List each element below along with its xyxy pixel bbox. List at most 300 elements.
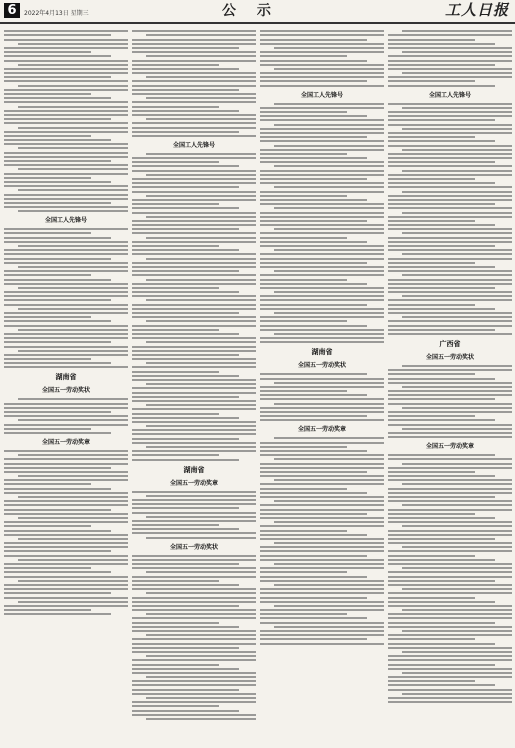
text-line <box>388 655 512 657</box>
text-line <box>388 145 512 147</box>
text-line <box>132 182 256 184</box>
text-line <box>4 597 128 599</box>
text-line <box>4 30 128 32</box>
text-line <box>146 446 256 448</box>
text-line <box>18 517 128 519</box>
text-line <box>274 228 384 230</box>
text-line <box>146 258 256 260</box>
text-line <box>132 346 256 348</box>
text-line <box>132 165 239 167</box>
text-line <box>18 43 128 45</box>
text-line <box>388 601 495 603</box>
text-line <box>146 153 256 155</box>
text-line <box>132 333 239 335</box>
text-line <box>4 135 91 137</box>
text-line <box>388 571 512 573</box>
text-line <box>402 546 512 548</box>
text-line <box>132 647 239 649</box>
text-line <box>132 291 239 293</box>
text-line <box>4 101 128 103</box>
text-line <box>4 279 111 281</box>
text-line <box>388 643 495 645</box>
text-line <box>4 164 128 166</box>
text-line <box>260 245 384 247</box>
text-line <box>4 237 111 239</box>
text-line <box>388 119 495 121</box>
text-line <box>402 428 512 430</box>
text-line <box>4 114 128 116</box>
text-line <box>132 72 256 74</box>
text-line <box>132 555 256 557</box>
text-line <box>260 76 384 78</box>
text-line <box>132 421 256 423</box>
text-line <box>132 274 256 276</box>
text-line <box>132 232 256 234</box>
text-line <box>18 559 128 561</box>
text-line <box>388 80 475 82</box>
text-line <box>402 253 512 255</box>
text-line <box>388 43 495 45</box>
text-line <box>132 659 256 661</box>
text-line <box>146 320 256 322</box>
text-line <box>4 609 91 611</box>
text-line <box>132 270 239 272</box>
text-line <box>132 170 256 172</box>
list-heading: 全国工人先锋号 <box>428 91 471 99</box>
text-line <box>388 617 512 619</box>
text-line <box>18 168 128 170</box>
text-line <box>4 366 128 368</box>
text-line <box>388 664 495 666</box>
text-line <box>388 266 495 268</box>
text-line <box>388 475 495 477</box>
text-line <box>4 39 128 41</box>
text-line <box>388 237 512 239</box>
text-line <box>388 329 495 331</box>
text-line <box>274 145 384 147</box>
text-line <box>260 295 384 297</box>
text-line <box>274 186 384 188</box>
text-line <box>4 509 111 511</box>
text-line <box>132 212 256 214</box>
text-line <box>260 517 384 519</box>
text-line <box>132 110 239 112</box>
text-line <box>132 325 256 327</box>
text-line <box>260 538 384 540</box>
text-line <box>260 378 384 380</box>
text-line <box>388 471 475 473</box>
text-line <box>4 76 111 78</box>
text-line <box>4 51 91 53</box>
text-line <box>132 287 219 289</box>
text-line <box>388 580 495 582</box>
text-line <box>260 51 384 53</box>
text-line <box>132 308 256 310</box>
text-line <box>132 588 256 590</box>
text-line <box>260 43 384 45</box>
text-line <box>260 415 367 417</box>
text-line <box>274 312 384 314</box>
text-line <box>260 492 367 494</box>
text-line <box>132 491 256 493</box>
text-line <box>388 424 512 426</box>
text-line <box>260 140 384 142</box>
text-line <box>4 571 111 573</box>
text-line <box>260 576 367 578</box>
text-line <box>132 127 256 129</box>
text-line <box>388 534 512 536</box>
text-line <box>388 488 512 490</box>
text-line <box>388 103 512 105</box>
text-line <box>260 463 384 465</box>
text-line <box>260 555 367 557</box>
text-line <box>260 454 384 456</box>
text-line <box>260 157 367 159</box>
text-line <box>388 697 512 699</box>
text-line <box>388 299 512 301</box>
text-line <box>388 111 512 113</box>
text-line <box>132 224 256 226</box>
text-line <box>18 601 128 603</box>
text-line <box>388 479 512 481</box>
text-line <box>4 550 111 552</box>
text-line <box>388 626 512 628</box>
text-line <box>4 55 111 57</box>
text-line <box>132 266 256 268</box>
text-line <box>388 199 512 201</box>
text-line <box>260 182 384 184</box>
text-line <box>18 287 128 289</box>
text-line <box>132 680 256 682</box>
text-line <box>260 588 384 590</box>
text-line <box>388 576 512 578</box>
text-line <box>388 220 475 222</box>
text-line <box>4 546 128 548</box>
list-heading: 全国五一劳动奖状 <box>41 387 90 395</box>
text-line <box>132 520 256 522</box>
text-line <box>260 320 347 322</box>
text-line <box>388 513 475 515</box>
text-line <box>132 43 256 45</box>
text-line <box>402 407 512 409</box>
text-line <box>132 60 256 62</box>
text-line <box>132 30 256 32</box>
text-line <box>260 153 347 155</box>
text-line <box>132 597 256 599</box>
text-line <box>260 592 384 594</box>
text-line <box>4 68 128 70</box>
text-line <box>402 672 512 674</box>
text-line <box>388 467 512 469</box>
text-line <box>402 483 512 485</box>
text-line <box>18 106 128 108</box>
text-line <box>402 191 512 193</box>
text-line <box>4 592 111 594</box>
text-line <box>260 617 367 619</box>
text-line <box>4 283 128 285</box>
text-line <box>402 588 512 590</box>
text-line <box>388 559 495 561</box>
text-line <box>146 634 256 636</box>
text-line <box>4 428 91 430</box>
text-line <box>18 580 128 582</box>
text-line <box>18 127 128 129</box>
text-line <box>18 64 128 66</box>
text-line <box>260 559 384 561</box>
text-line <box>388 153 512 155</box>
text-line <box>132 93 256 95</box>
text-line <box>132 371 219 373</box>
issue-date: 2022年4月13日 星期三 <box>24 10 89 17</box>
text-line <box>4 483 91 485</box>
text-line <box>388 224 495 226</box>
text-line <box>402 693 512 695</box>
text-line <box>388 597 475 599</box>
text-line <box>132 507 239 509</box>
text-line <box>4 542 128 544</box>
text-line <box>402 463 512 465</box>
text-line <box>260 216 384 218</box>
text-line <box>18 147 128 149</box>
text-line <box>132 701 256 703</box>
list-heading: 全国五一劳动奖状 <box>425 353 474 361</box>
text-line <box>388 258 512 260</box>
text-line <box>388 85 495 87</box>
text-line <box>132 528 239 530</box>
text-line <box>388 411 512 413</box>
text-line <box>4 415 128 417</box>
text-line <box>388 195 512 197</box>
text-line <box>18 538 128 540</box>
text-line <box>132 450 256 452</box>
text-line <box>4 160 111 162</box>
text-line <box>260 601 384 603</box>
text-line <box>4 202 111 204</box>
text-line <box>402 525 512 527</box>
text-line <box>4 479 128 481</box>
text-line <box>260 111 347 113</box>
text-line <box>146 425 256 427</box>
text-line <box>4 576 128 578</box>
text-line <box>388 454 495 456</box>
text-line <box>388 312 512 314</box>
text-line <box>4 295 128 297</box>
text-line <box>388 178 475 180</box>
text-line <box>260 64 384 66</box>
text-line <box>388 308 495 310</box>
text-line <box>4 492 128 494</box>
text-line <box>388 378 495 380</box>
text-line <box>388 245 495 247</box>
text-line <box>260 630 384 632</box>
text-line <box>146 571 256 573</box>
text-line <box>388 647 512 649</box>
text-line <box>4 605 128 607</box>
text-line <box>132 576 256 578</box>
text-line <box>402 567 512 569</box>
text-line <box>274 626 384 628</box>
column-4 <box>388 28 512 742</box>
text-line <box>4 177 91 179</box>
text-line <box>4 530 111 532</box>
text-line <box>132 710 239 712</box>
text-line <box>4 34 111 36</box>
text-line <box>146 195 256 197</box>
text-line <box>388 325 512 327</box>
text-line <box>4 450 128 452</box>
text-line <box>388 203 495 205</box>
text-line <box>146 362 256 364</box>
text-line <box>4 253 128 255</box>
text-line <box>132 157 256 159</box>
text-line <box>388 622 495 624</box>
text-line <box>388 419 495 421</box>
list-heading: 全国五一劳动奖章 <box>41 438 90 446</box>
text-line <box>4 458 128 460</box>
text-line <box>132 532 256 534</box>
text-line <box>18 398 128 400</box>
text-line <box>132 429 256 431</box>
text-line <box>274 333 384 335</box>
text-line <box>146 97 256 99</box>
text-line <box>274 124 384 126</box>
text-line <box>260 258 384 260</box>
page-number: 6 <box>4 3 20 18</box>
text-line <box>132 693 256 695</box>
text-line <box>132 207 239 209</box>
text-line <box>260 220 367 222</box>
text-line <box>260 643 384 645</box>
text-line <box>260 266 384 268</box>
text-line <box>260 128 384 130</box>
text-line <box>18 350 128 352</box>
text-line <box>146 279 256 281</box>
text-line <box>4 500 128 502</box>
text-line <box>132 689 239 691</box>
text-line <box>402 107 512 109</box>
text-line <box>388 136 475 138</box>
text-line <box>260 446 347 448</box>
text-line <box>146 341 256 343</box>
text-line <box>388 60 512 62</box>
text-line <box>132 503 256 505</box>
text-line <box>274 249 384 251</box>
text-line <box>260 411 384 413</box>
text-line <box>132 51 256 53</box>
text-line <box>132 312 239 314</box>
text-line <box>146 676 256 678</box>
text-line <box>132 664 219 666</box>
text-line <box>18 245 128 247</box>
text-line <box>260 546 384 548</box>
text-line <box>4 407 128 409</box>
text-line <box>4 299 111 301</box>
text-line <box>388 382 512 384</box>
text-line <box>388 270 512 272</box>
text-line <box>132 512 256 514</box>
text-line <box>388 279 512 281</box>
text-line <box>388 538 495 540</box>
text-line <box>402 232 512 234</box>
text-line <box>146 237 256 239</box>
text-line <box>4 181 111 183</box>
text-line <box>388 161 495 163</box>
text-line <box>4 333 128 335</box>
text-line <box>388 584 512 586</box>
text-line <box>260 237 347 239</box>
text-line <box>260 550 384 552</box>
text-line <box>132 559 256 561</box>
text-line <box>388 689 512 691</box>
text-line <box>132 459 239 461</box>
text-line <box>132 89 239 91</box>
text-line <box>4 249 128 251</box>
text-line <box>260 107 384 109</box>
text-line <box>260 274 384 276</box>
text-line <box>4 584 128 586</box>
text-line <box>260 341 384 343</box>
text-line <box>388 287 495 289</box>
text-line <box>260 467 384 469</box>
text-line <box>4 312 128 314</box>
text-line <box>18 210 128 212</box>
text-line <box>402 72 512 74</box>
text-line <box>388 500 512 502</box>
text-line <box>388 320 512 322</box>
text-line <box>388 228 512 230</box>
list-heading: 湖南省 <box>55 373 77 382</box>
text-line <box>4 534 128 536</box>
text-line <box>260 509 384 511</box>
text-line <box>260 622 384 624</box>
text-line <box>388 182 495 184</box>
text-line <box>388 157 512 159</box>
text-line <box>132 241 256 243</box>
text-line <box>4 555 128 557</box>
text-line <box>260 203 384 205</box>
text-line <box>132 672 256 674</box>
text-line <box>274 103 384 105</box>
text-line <box>274 458 384 460</box>
text-line <box>260 597 367 599</box>
text-line <box>4 521 128 523</box>
list-heading: 全国工人先锋号 <box>172 141 215 149</box>
text-line <box>4 354 128 356</box>
text-line <box>4 206 128 208</box>
text-line <box>132 85 256 87</box>
text-line <box>4 411 111 413</box>
text-line <box>4 118 111 120</box>
text-line <box>388 34 512 36</box>
text-line <box>388 76 512 78</box>
text-line <box>260 525 384 527</box>
text-line <box>388 680 475 682</box>
text-line <box>388 333 512 335</box>
text-line <box>260 119 384 121</box>
text-line <box>402 504 512 506</box>
text-line <box>388 592 512 594</box>
text-line <box>274 165 384 167</box>
text-line <box>132 392 256 394</box>
text-line <box>260 419 384 421</box>
text-line <box>274 403 384 405</box>
text-line <box>146 655 256 657</box>
text-line <box>260 253 384 255</box>
text-line <box>132 304 256 306</box>
text-line <box>260 571 347 573</box>
text-line <box>260 337 384 339</box>
text-line <box>4 291 128 293</box>
